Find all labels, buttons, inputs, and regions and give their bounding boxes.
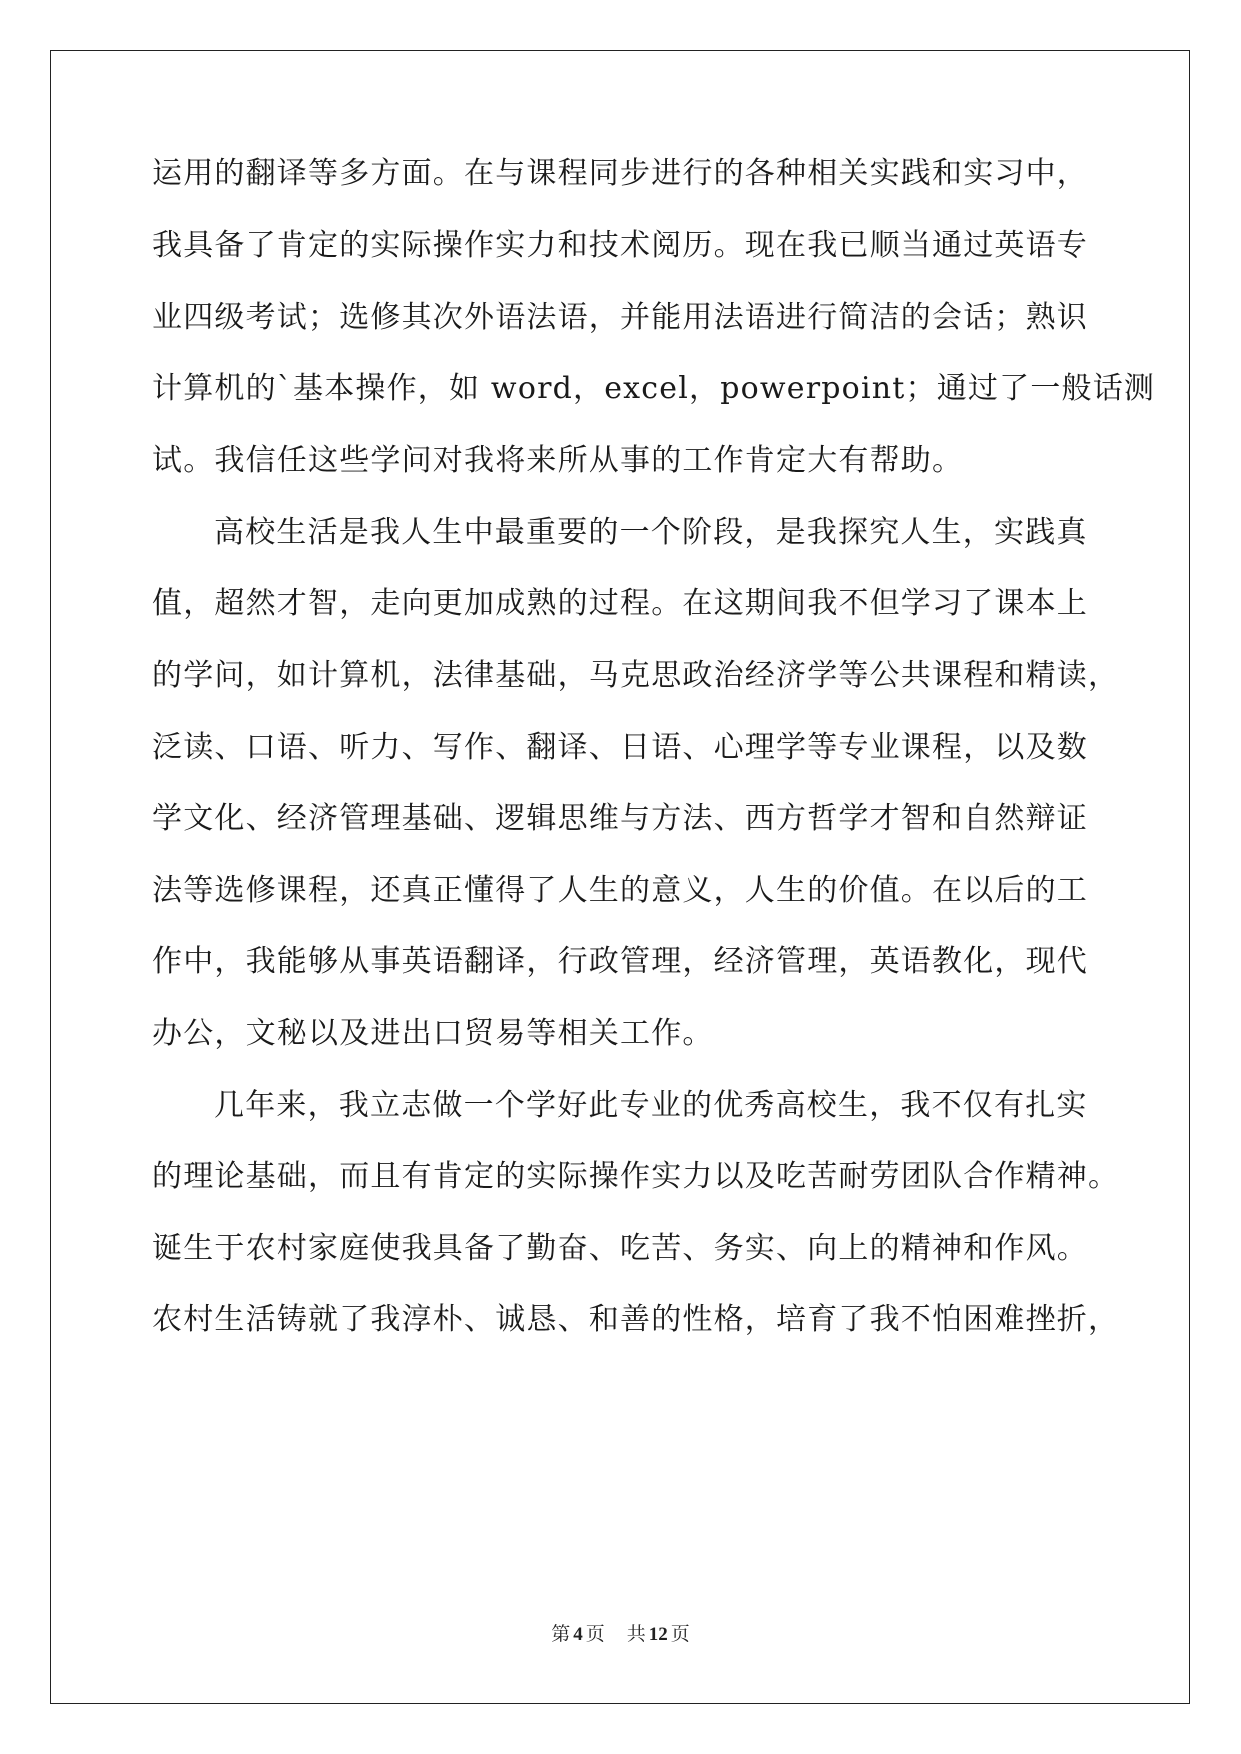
text-line: 办公，文秘以及进出口贸易等相关工作。 <box>152 1016 714 1051</box>
total-pages: 12 <box>648 1624 668 1645</box>
text-line: 的理论基础，而且有肯定的实际操作实力以及吃苦耐劳团队合作精神。 <box>152 1159 1120 1194</box>
text-line: 业四级考试；选修其次外语法语，并能用法语进行简洁的会话；熟识 <box>152 300 1088 335</box>
paragraph-first-line: 几年来，我立志做一个学好此专业的优秀高校生，我不仅有扎实 <box>214 1088 1088 1123</box>
total-suffix: 页 <box>670 1624 690 1645</box>
text-line: 法等选修课程，还真正懂得了人生的意义，人生的价值。在以后的工 <box>152 873 1088 908</box>
paragraph-first-line: 高校生活是我人生中最重要的一个阶段，是我探究人生，实践真 <box>214 515 1088 550</box>
page-number: 4 <box>573 1624 583 1645</box>
page-footer <box>0 1622 1241 1648</box>
text-line: 作中，我能够从事英语翻译，行政管理，经济管理，英语教化，现代 <box>152 944 1088 979</box>
text-line: 值，超然才智，走向更加成熟的过程。在这期间我不但学习了课本上 <box>152 586 1088 621</box>
text-line: 农村生活铸就了我淳朴、诚恳、和善的性格，培育了我不怕困难挫折， <box>152 1302 1120 1337</box>
text-line: 运用的翻译等多方面。在与课程同步进行的各种相关实践和实习中， <box>152 156 1088 191</box>
total-prefix: 共 <box>626 1624 646 1645</box>
text-line: 我具备了肯定的实际操作实力和技术阅历。现在我已顺当通过英语专 <box>152 228 1088 263</box>
text-line: 学文化、经济管理基础、逻辑思维与方法、西方哲学才智和自然辩证 <box>152 801 1088 836</box>
text-line: 计算机的`基本操作，如 word，excel，powerpoint；通过了一般话测 <box>152 371 1156 406</box>
text-line: 的学问，如计算机，法律基础，马克思政治经济学等公共课程和精读， <box>152 658 1120 693</box>
text-line: 试。我信任这些学问对我将来所从事的工作肯定大有帮助。 <box>152 443 964 478</box>
text-line: 泛读、口语、听力、写作、翻译、日语、心理学等专业课程，以及数 <box>152 730 1088 765</box>
page-prefix: 第 <box>551 1624 571 1645</box>
page-suffix: 页 <box>585 1624 605 1645</box>
text-line: 诞生于农村家庭使我具备了勤奋、吃苦、务实、向上的精神和作风。 <box>152 1231 1088 1266</box>
